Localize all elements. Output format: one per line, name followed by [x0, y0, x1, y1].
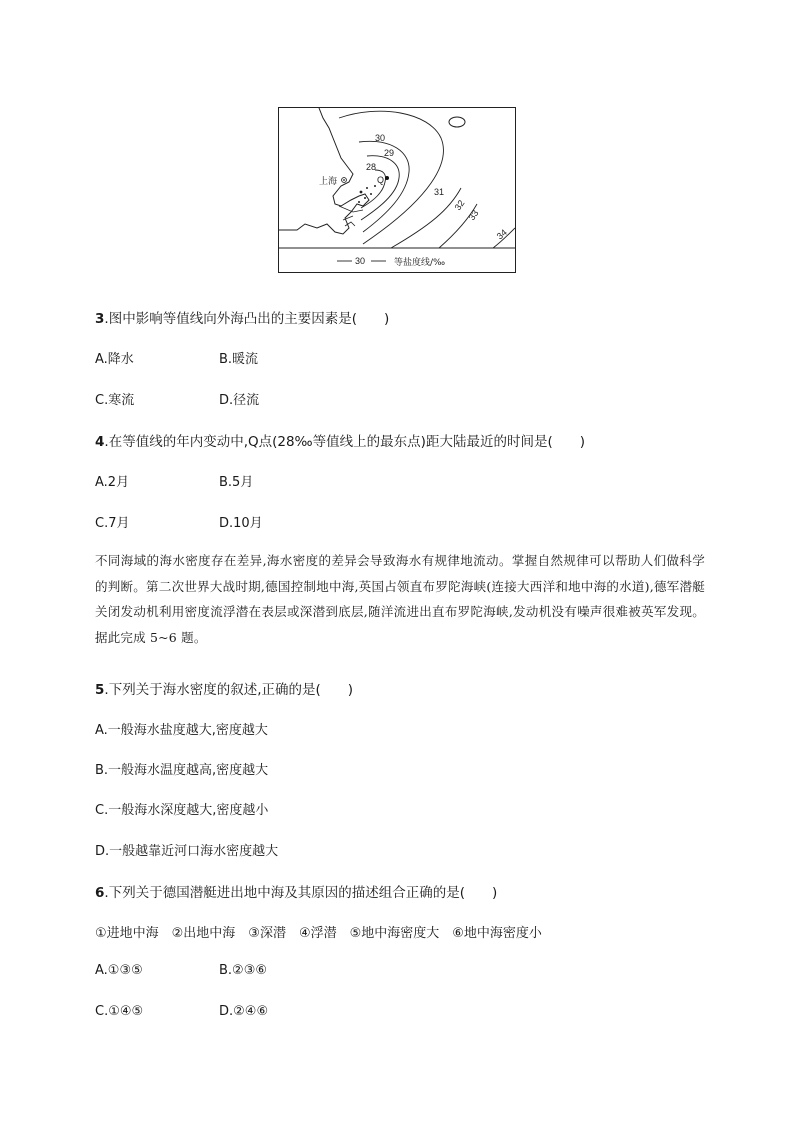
point-label-q: Q: [377, 175, 385, 185]
question-5-option-b[interactable]: B.一般海水温度越高,密度越大: [95, 763, 269, 778]
island: [449, 117, 465, 127]
question-3-option-a[interactable]: A.降水: [95, 352, 134, 367]
question-6-option-c[interactable]: C.①④⑤: [95, 1004, 144, 1019]
question-4-option-d[interactable]: D.10月: [219, 516, 263, 531]
question-6-text: .下列关于德国潜艇进出地中海及其原因的描述组合正确的是( ): [104, 885, 498, 901]
isoline-label-33: 33: [466, 208, 481, 223]
legend-text: 等盐度线/‰: [394, 258, 446, 268]
question-6-option-a[interactable]: A.①③⑤: [95, 963, 143, 978]
question-5-option-c[interactable]: C.一般海水深度越大,密度越小: [95, 803, 269, 818]
salinity-map: [279, 108, 515, 272]
question-5-number: 5: [95, 682, 105, 698]
question-5-text: .下列关于海水密度的叙述,正确的是( ): [104, 682, 354, 698]
question-5-option-a[interactable]: A.一般海水盐度越大,密度越大: [95, 723, 268, 738]
point-q-marker: [385, 176, 389, 180]
legend-value: 30: [355, 256, 366, 266]
passage-text: 不同海域的海水密度存在差异,海水密度的差异会导致海水有规律地流动。掌握自然规律可以帮助人们做科学的判断。第二次世界大战时期,德国控制地中海,英国占领直布罗陀海峡(连接大西洋和地中海的水道),德军潜艇关闭发动机利用密度流浮潜在表层或深潜到底层,随洋流进出直布罗陀海峡,发动机没有噪声很难被英军发现。据此完成 5~6 题。: [95, 553, 705, 645]
isoline-label-34: 34: [494, 227, 509, 242]
question-5-title: [95, 678, 353, 698]
question-3-number: 3: [95, 311, 105, 327]
question-6-number: 6: [95, 885, 105, 901]
question-4-option-b[interactable]: B.5月: [219, 475, 254, 490]
isoline-label-29: 29: [384, 148, 395, 158]
reading-passage: [95, 548, 705, 650]
question-4-title: [95, 430, 585, 450]
question-4-text: .在等值线的年内变动中,Q点(28‰等值线上的最东点)距大陆最近的时间是( ): [104, 434, 585, 450]
question-3-option-c[interactable]: C.寒流: [95, 393, 135, 408]
isoline-label-31: 31: [434, 187, 445, 197]
question-3-title: [95, 307, 389, 327]
question-6-title: [95, 881, 497, 901]
coastline: [279, 108, 369, 234]
question-4-option-a[interactable]: A.2月: [95, 475, 130, 490]
question-4-option-c[interactable]: C.7月: [95, 516, 130, 531]
question-3-option-b[interactable]: B.暖流: [219, 352, 259, 367]
question-3-option-d[interactable]: D.径流: [219, 393, 260, 408]
city-label-shanghai: 上海: [319, 177, 338, 187]
isoline-label-28: 28: [366, 162, 377, 172]
question-6-items: ①进地中海 ②出地中海 ③深潜 ④浮潜 ⑤地中海密度大 ⑥地中海密度小: [95, 926, 542, 941]
question-4-number: 4: [95, 434, 105, 450]
isoline-label-30: 30: [375, 133, 386, 143]
salinity-map-figure: [278, 107, 516, 273]
question-3-text: .图中影响等值线向外海凸出的主要因素是( ): [104, 311, 390, 327]
isoline-label-32: 32: [452, 198, 467, 213]
question-6-option-d[interactable]: D.②④⑥: [219, 1004, 269, 1019]
isoline-32: [391, 188, 461, 248]
question-5-option-d[interactable]: D.一般越靠近河口海水密度越大: [95, 844, 279, 859]
question-6-option-b[interactable]: B.②③⑥: [219, 963, 268, 978]
